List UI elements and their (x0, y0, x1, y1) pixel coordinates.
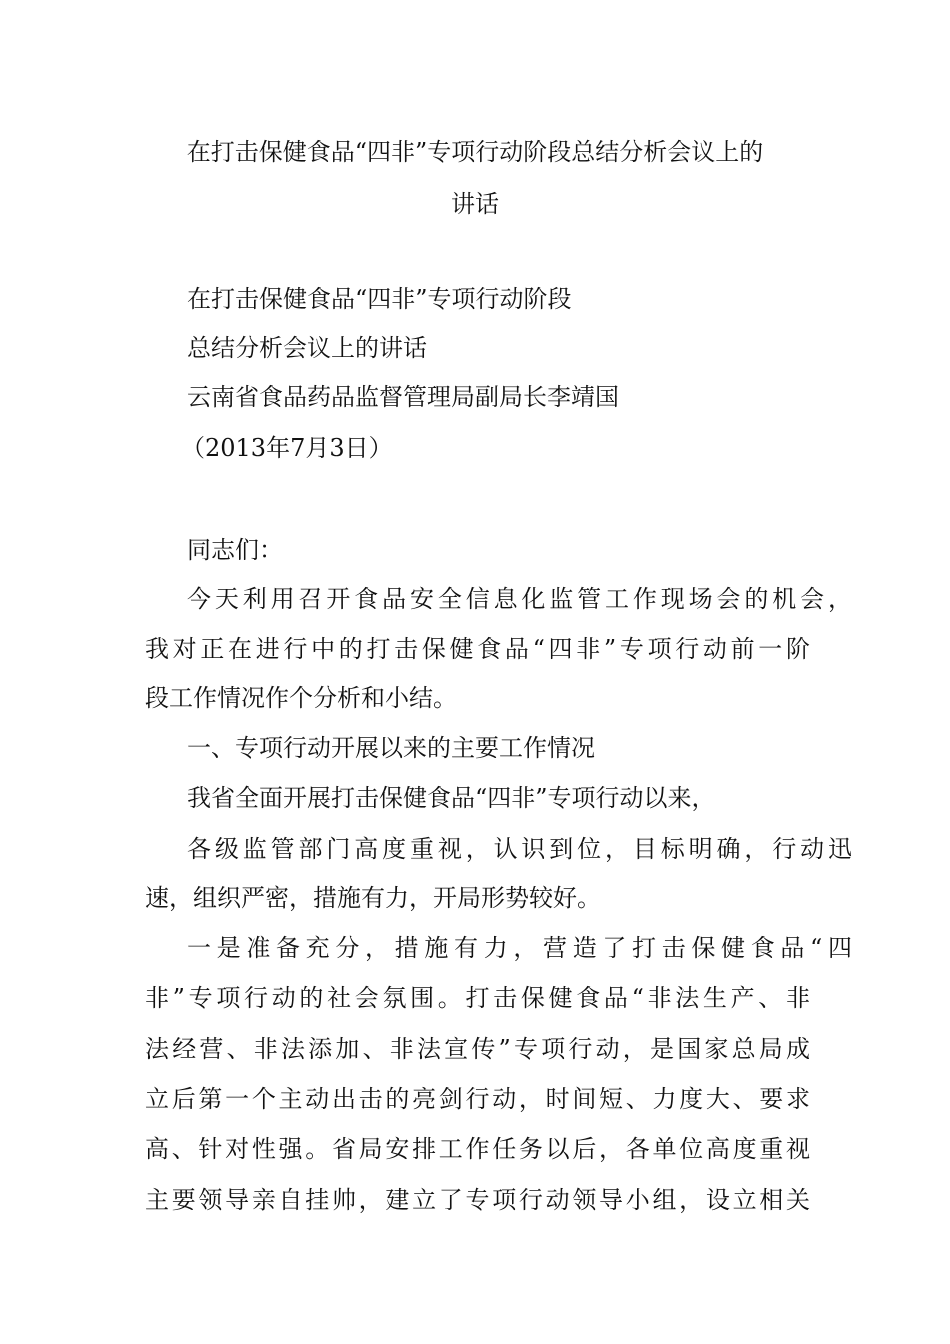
paragraph-1-line-1: 今天利用召开食品安全信息化监管工作现场会的机会， (187, 585, 852, 613)
paragraph-2: 我省全面开展打击保健食品“四非”专项行动以来， (187, 784, 716, 812)
paragraph-4-line-3: 法经营、非法添加、非法宣传”专项行动，是国家总局成 (145, 1035, 810, 1063)
paragraph-3-line-2: 速，组织严密，措施有力，开局形势较好。 (145, 884, 601, 912)
paragraph-3-line-1: 各级监管部门高度重视，认识到位，目标明确，行动迅 (187, 835, 852, 863)
paragraph-4-line-6: 主要领导亲自挂帅，建立了专项行动领导小组，设立相关 (145, 1186, 810, 1214)
title-line-2: 讲话 (451, 190, 499, 218)
section-heading-1: 一、专项行动开展以来的主要工作情况 (187, 734, 595, 762)
author-line: 云南省食品药品监督管理局副局长李靖国 (187, 383, 619, 411)
date-line: （2013年7月3日） (181, 434, 393, 462)
salutation: 同志们： (187, 536, 283, 564)
paragraph-1-line-2: 我对正在进行中的打击保健食品“四非”专项行动前一阶 (145, 635, 810, 663)
paragraph-4-line-4: 立后第一个主动出击的亮剑行动，时间短、力度大、要求 (145, 1085, 810, 1113)
paragraph-4-line-1: 一是准备充分，措施有力，营造了打击保健食品“四 (187, 934, 852, 962)
paragraph-1-line-3: 段工作情况作个分析和小结。 (145, 684, 457, 712)
subtitle-line-2: 总结分析会议上的讲话 (187, 334, 427, 362)
subtitle-line-1: 在打击保健食品“四非”专项行动阶段 (187, 285, 572, 313)
paragraph-4-line-2: 非”专项行动的社会氛围。打击保健食品“非法生产、非 (145, 984, 810, 1012)
paragraph-4-line-5: 高、针对性强。省局安排工作任务以后，各单位高度重视 (145, 1135, 810, 1163)
document-title (100, 126, 850, 230)
title-line-1: 在打击保健食品“四非”专项行动阶段总结分析会议上的 (186, 138, 764, 166)
